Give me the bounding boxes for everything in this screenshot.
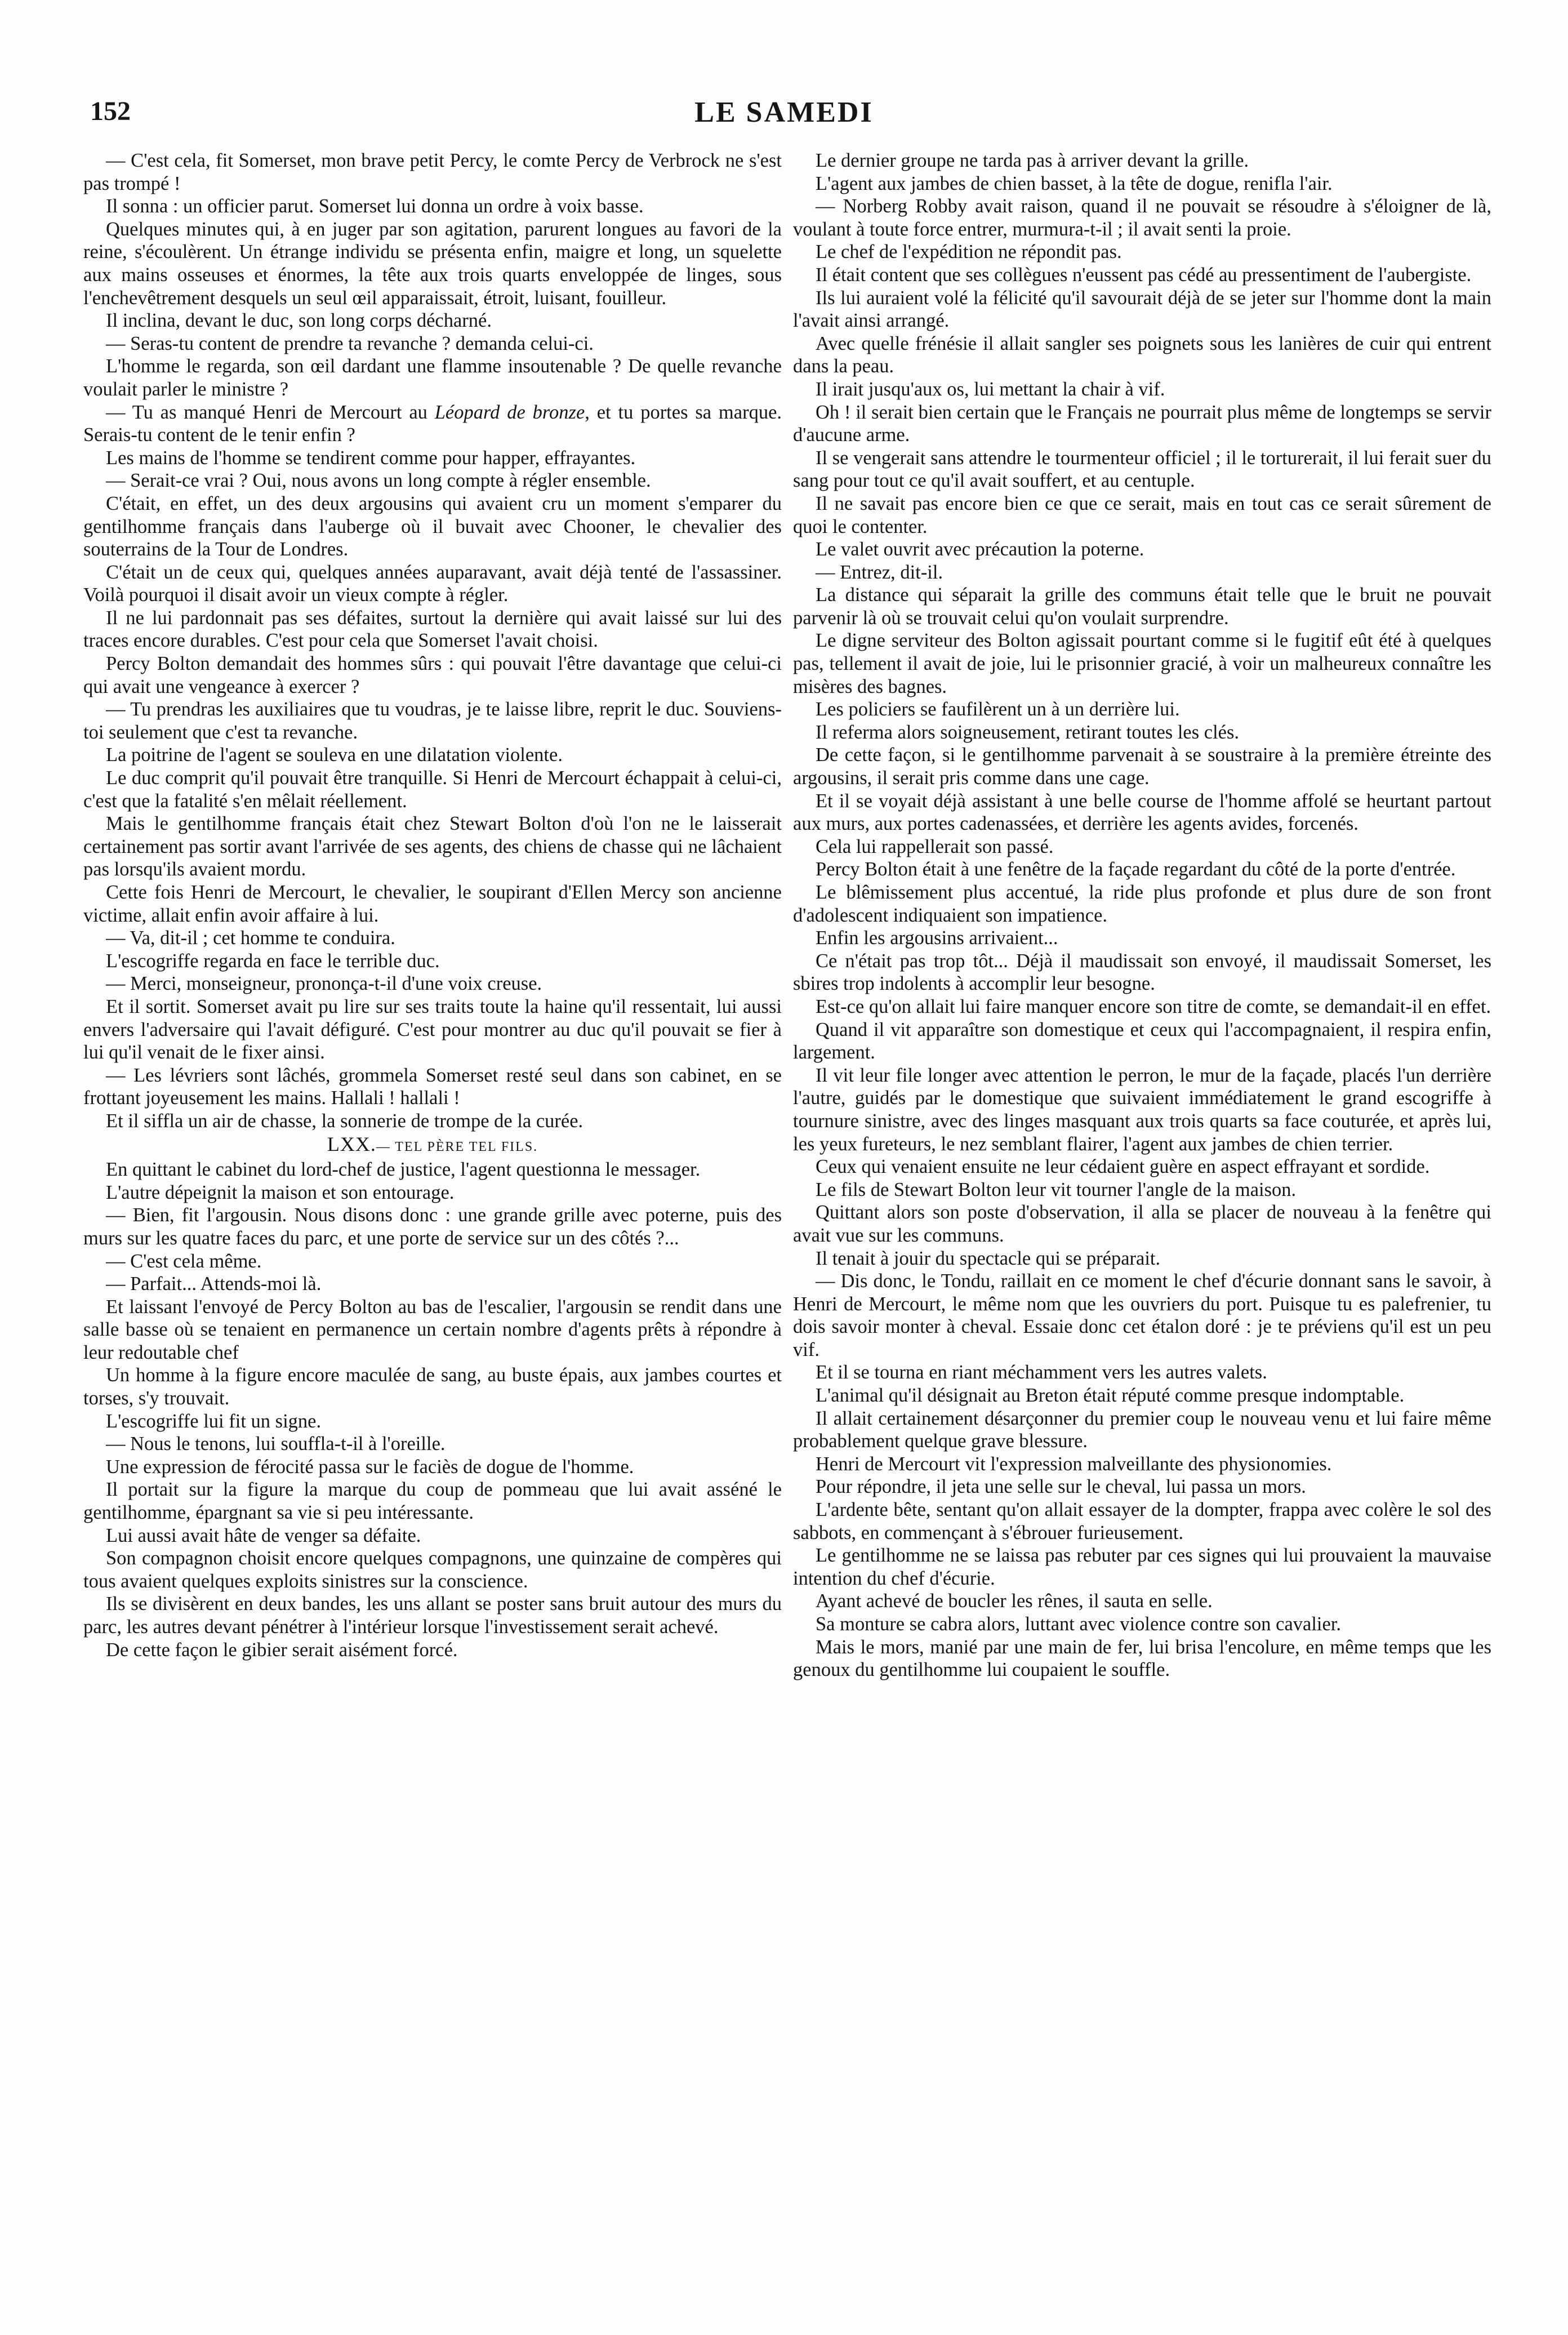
paragraph: Il allait certainement désarçonner du premier coup le nouveau venu et lui faire même probablement quelque grave blessure. — [793, 1407, 1491, 1452]
paragraph: Mais le gentilhomme français était chez Stewart Bolton d'où l'on ne le laisserait certainement pas sortir avant l'arrivée de ses agents, des chiens de chasse qui ne lâchaient pas lorsqu'ils avaient mordu. — [83, 813, 782, 880]
paragraph: — Va, dit-il ; cet homme te conduira. — [106, 927, 395, 949]
paragraph: — Parfait... Attends-moi là. — [106, 1273, 322, 1295]
paragraph: Henri de Mercourt vit l'expression malveillante des physionomies. — [816, 1453, 1332, 1475]
paragraph: L'ardente bête, sentant qu'on allait essayer de la dompter, frappa avec colère le sol des sabbots, en commençant à s'ébrouer furieusement. — [793, 1499, 1491, 1544]
paragraph: — Bien, fit l'argousin. Nous disons donc : une grande grille avec poterne, puis des murs sur les quatre faces du parc, et une porte de service sur un des côtés ?... — [83, 1204, 782, 1249]
paragraph: Il sonna : un officier parut. Somerset lui donna un ordre à voix basse. — [106, 195, 644, 217]
paragraph: Le gentilhomme ne se laissa pas rebuter par ces signes qui lui prouvaient la mauvaise intention du chef d'écurie. — [793, 1545, 1491, 1589]
paragraph: L'autre dépeignit la maison et son entourage. — [106, 1181, 455, 1203]
paragraph: Il vit leur file longer avec attention le perron, le mur de la façade, placés l'un derrière l'autre, guidés par le domestique que suivaient immédiatement le grand escogriffe à tournure sinistre, avec des linges masquant aux trois quarts sa face couturée, et après lui, les yeux fureteurs, le nez semblant flairer, l'agent aux jambes de chien terrier. — [793, 1064, 1491, 1155]
paragraph: Ayant achevé de boucler les rênes, il sauta en selle. — [816, 1590, 1213, 1612]
paragraph — [83, 401, 782, 447]
left-column — [83, 149, 782, 1661]
paragraph: Et laissant l'envoyé de Percy Bolton au bas de l'escalier, l'argousin se rendit dans une salle basse où se tenaient en permanence un certain nombre d'agents prêts à répondre à leur redoutable chef — [83, 1296, 782, 1363]
chapter-number: LXX. — [327, 1132, 376, 1155]
paragraph: Enfin les argousins arrivaient... — [816, 927, 1058, 949]
paragraph: Percy Bolton demandait des hommes sûrs : qui pouvait l'être davantage que celui-ci qui avait une vengeance à exercer ? — [83, 653, 782, 697]
paragraph: Le chef de l'expédition ne répondit pas. — [816, 241, 1122, 263]
paragraph: De cette façon le gibier serait aisément forcé. — [106, 1639, 458, 1661]
paragraph: Percy Bolton était à une fenêtre de la façade regardant du côté de la porte d'entrée. — [816, 859, 1456, 880]
paragraph: Le duc comprit qu'il pouvait être tranquille. Si Henri de Mercourt échappait à celui-ci, c'est que la fatalité s'en mêlait réellement. — [83, 767, 782, 812]
page-header — [84, 96, 1484, 135]
paragraph: Il inclina, devant le duc, son long corps décharné. — [106, 310, 492, 332]
paragraph: Il irait jusqu'aux os, lui mettant la chair à vif. — [816, 378, 1165, 400]
paragraph: L'escogriffe regarda en face le terrible duc. — [106, 950, 440, 972]
paragraph: Le digne serviteur des Bolton agissait pourtant comme si le fugitif eût été à quelques pas, tellement il avait de joie, lui le prisonnier gracié, à voir un malheureux connaître les misères des bagnes. — [793, 630, 1491, 697]
paragraph: L'agent aux jambes de chien basset, à la tête de dogue, renifla l'air. — [816, 172, 1333, 194]
paragraph: Quand il vit apparaître son domestique et ceux qui l'accompagnaient, il respira enfin, largement. — [793, 1018, 1491, 1064]
paragraph: Ce n'était pas trop tôt... Déjà il maudissait son envoyé, il maudissait Somerset, les sbires trop indolents à accomplir leur besogne. — [793, 950, 1491, 995]
paragraph: Et il sortit. Somerset avait pu lire sur ses traits toute la haine qu'il ressentait, lui aussi envers l'adversaire qui l'avait défiguré. C'est pour montrer au duc qu'il pouvait se fier à lui qu'il venait de le fixer ainsi. — [83, 995, 782, 1064]
page-number: 152 — [90, 96, 131, 126]
paragraph: — Nous le tenons, lui souffla-t-il à l'oreille. — [106, 1433, 446, 1455]
paragraph: Est-ce qu'on allait lui faire manquer encore son titre de comte, se demandait-il en effet. — [816, 995, 1491, 1017]
text-run: , et tu portes sa marque. Serais-tu content de le tenir enfin ? — [83, 401, 782, 446]
paragraph: L'animal qu'il désignait au Breton était réputé comme presque indomptable. — [816, 1385, 1405, 1407]
italic-title: Léopard de bronze — [434, 401, 585, 423]
paragraph: Quittant alors son poste d'observation, il alla se placer de nouveau à la fenêtre qui avait vue sur les communs. — [793, 1202, 1491, 1246]
paragraph: — Norberg Robby avait raison, quand il ne pouvait se résoudre à s'éloigner de là, voulant à toute force entrer, murmura-t-il ; il avait senti la proie. — [793, 195, 1491, 240]
paragraph: Il portait sur la figure la marque du coup de pommeau que lui avait asséné le gentilhomme, épargnant sa vie si peu intéressante. — [83, 1479, 782, 1524]
paragraph: — Merci, monseigneur, prononça-t-il d'une voix creuse. — [106, 973, 542, 995]
paragraph: Le fils de Stewart Bolton leur vit tourner l'angle de la maison. — [816, 1178, 1297, 1200]
paragraph: — Dis donc, le Tondu, raillait en ce moment le chef d'écurie donnant sans le savoir, à Henri de Mercourt, le même nom que les ouvriers du port. Puisque tu es palefrenier, tu dois savoir monter à cheval. Essaie donc cet étalon doré : je te préviens qu'il est un peu vif. — [793, 1270, 1491, 1360]
left-paragraphs-b — [83, 447, 782, 1133]
paragraph: De cette façon, si le gentilhomme parvenait à se soustraire à la première étreinte des argousins, il serait pris comme dans une cage. — [793, 744, 1491, 789]
left-paragraphs-a — [83, 149, 782, 401]
paragraph: Ils lui auraient volé la félicité qu'il savourait déjà de se jeter sur l'homme dont la main l'avait ainsi arrangé. — [793, 287, 1491, 332]
paragraph: C'était, en effet, un des deux argousins qui avaient cru un moment s'emparer du gentilhomme français dans l'auberge où il buvait avec Chooner, le chevalier des souterrains de la Tour de Londres. — [83, 492, 782, 561]
paragraph: Cette fois Henri de Mercourt, le chevalier, le soupirant d'Ellen Mercy son ancienne victime, allait enfin avoir affaire à lui. — [83, 882, 782, 926]
paragraph: Et il se voyait déjà assistant à une belle course de l'homme affolé se heurtant partout aux murs, aux portes cadenassées, et derrière les agents avides, forcenés. — [793, 790, 1491, 835]
left-paragraphs-c — [83, 1158, 782, 1661]
paragraph: Le valet ouvrit avec précaution la poterne. — [816, 539, 1144, 561]
paragraph: Lui aussi avait hâte de venger sa défaite. — [106, 1524, 421, 1546]
paragraph: Ils se divisèrent en deux bandes, les uns allant se poster sans bruit autour des murs du parc, les autres devant pénétrer à l'intérieur lorsque l'investissement serait achevé. — [83, 1593, 782, 1638]
paragraph: Et il se tourna en riant méchamment vers les autres valets. — [816, 1362, 1267, 1384]
paragraph: La distance qui séparait la grille des communs était telle que le bruit ne pouvait parvenir là où se trouvait celui qu'on voulait surprendre. — [793, 584, 1491, 629]
paragraph: Quelques minutes qui, à en juger par son agitation, parurent longues au favori de la reine, s'écoulèrent. Un étrange individu se présenta enfin, maigre et long, un squelette aux mains osseuses et énormes, la tête aux trois quarts enveloppée de linges, sous l'enchevêtrement desquels un seul œil apparaissait, étroit, luisant, fouilleur. — [83, 218, 782, 309]
journal-title: LE SAMEDI — [694, 96, 874, 128]
paragraph: Il était content que ses collègues n'eussent pas cédé au pressentiment de l'aubergiste. — [816, 264, 1472, 286]
paragraph: Il tenait à jouir du spectacle qui se préparait. — [816, 1247, 1161, 1269]
paragraph: — Les lévriers sont lâchés, grommela Somerset resté seul dans son cabinet, en se frottant joyeusement les mains. Hallali ! hallali ! — [83, 1064, 782, 1109]
right-paragraphs — [793, 149, 1491, 1682]
paragraph: Il ne savait pas encore bien ce que ce serait, mais en tout cas ce serait sûrement de quoi le contenter. — [793, 492, 1491, 537]
paragraph: — Serait-ce vrai ? Oui, nous avons un long compte à régler ensemble. — [106, 470, 651, 492]
paragraph: — C'est cela, fit Somerset, mon brave petit Percy, le comte Percy de Verbrock ne s'est pas trompé ! — [83, 150, 782, 194]
paragraph: — Entrez, dit-il. — [816, 561, 943, 583]
paragraph: L'homme le regarda, son œil dardant une flamme insoutenable ? De quelle revanche voulait parler le ministre ? — [83, 355, 782, 400]
text-run: — Tu as manqué Henri de Mercourt au — [106, 401, 435, 423]
chapter-title: — TEL PÈRE TEL FILS. — [376, 1139, 538, 1154]
paragraph: Un homme à la figure encore maculée de sang, au buste épais, aux jambes courtes et torses, s'y trouvait. — [83, 1364, 782, 1409]
paragraph: Pour répondre, il jeta une selle sur le cheval, lui passa un mors. — [816, 1476, 1306, 1498]
paragraph: C'était un de ceux qui, quelques années auparavant, avait déjà tenté de l'assassiner. Voilà pourquoi il disait avoir un vieux compte à régler. — [83, 561, 782, 606]
paragraph: La poitrine de l'agent se souleva en une dilatation violente. — [106, 744, 563, 766]
paragraph: Le blêmissement plus accentué, la ride plus profonde et plus dure de son front d'adolescent indiquaient son impatience. — [793, 882, 1491, 926]
paragraph: Une expression de férocité passa sur le faciès de dogue de l'homme. — [106, 1456, 634, 1478]
paragraph: Mais le mors, manié par une main de fer, lui brisa l'encolure, en même temps que les genoux du gentilhomme lui coupaient le souffle. — [793, 1636, 1491, 1681]
paragraph: — C'est cela même. — [106, 1250, 262, 1272]
paragraph: Le dernier groupe ne tarda pas à arriver devant la grille. — [816, 150, 1249, 171]
paragraph: L'escogriffe lui fit un signe. — [106, 1410, 322, 1432]
paragraph: Avec quelle frénésie il allait sangler ses poignets sous les lanières de cuir qui entrent dans la peau. — [793, 332, 1491, 377]
paragraph: Il se vengerait sans attendre le tourmenteur officiel ; il le torturerait, il lui ferait suer du sang pour tout ce qu'il avait souffert, et au centuple. — [793, 447, 1491, 492]
paragraph: Oh ! il serait bien certain que le Français ne pourrait plus même de longtemps se servir d'aucune arme. — [793, 401, 1491, 446]
paragraph: — Seras-tu content de prendre ta revanche ? demanda celui-ci. — [106, 332, 594, 354]
right-column — [793, 149, 1491, 1682]
paragraph: Les policiers se faufilèrent un à un derrière lui. — [816, 699, 1180, 720]
paragraph: Les mains de l'homme se tendirent comme pour happer, effrayantes. — [106, 447, 636, 469]
chapter-heading — [83, 1133, 782, 1159]
paragraph: Il referma alors soigneusement, retirant toutes les clés. — [816, 721, 1240, 743]
paragraph: Il ne lui pardonnait pas ses défaites, surtout la dernière qui avait laissé sur lui des traces encore durables. C'est pour cela que Somerset l'avait choisi. — [83, 607, 782, 652]
paragraph: En quittant le cabinet du lord-chef de justice, l'agent questionna le messager. — [106, 1159, 701, 1181]
paragraph: Son compagnon choisit encore quelques compagnons, une quinzaine de compères qui tous avaient quelques exploits sinistres sur la conscience. — [83, 1547, 782, 1592]
paragraph: Cela lui rappellerait son passé. — [816, 835, 1054, 857]
paragraph: Sa monture se cabra alors, luttant avec violence contre son cavalier. — [816, 1613, 1342, 1635]
paragraph: Ceux qui venaient ensuite ne leur cédaient guère en aspect effrayant et sordide. — [816, 1156, 1430, 1178]
paragraph: Et il siffla un air de chasse, la sonnerie de trompe de la curée. — [106, 1110, 583, 1132]
paragraph: — Tu prendras les auxiliaires que tu voudras, je te laisse libre, reprit le duc. Souviens-toi seulement que c'est ta revanche. — [83, 699, 782, 743]
